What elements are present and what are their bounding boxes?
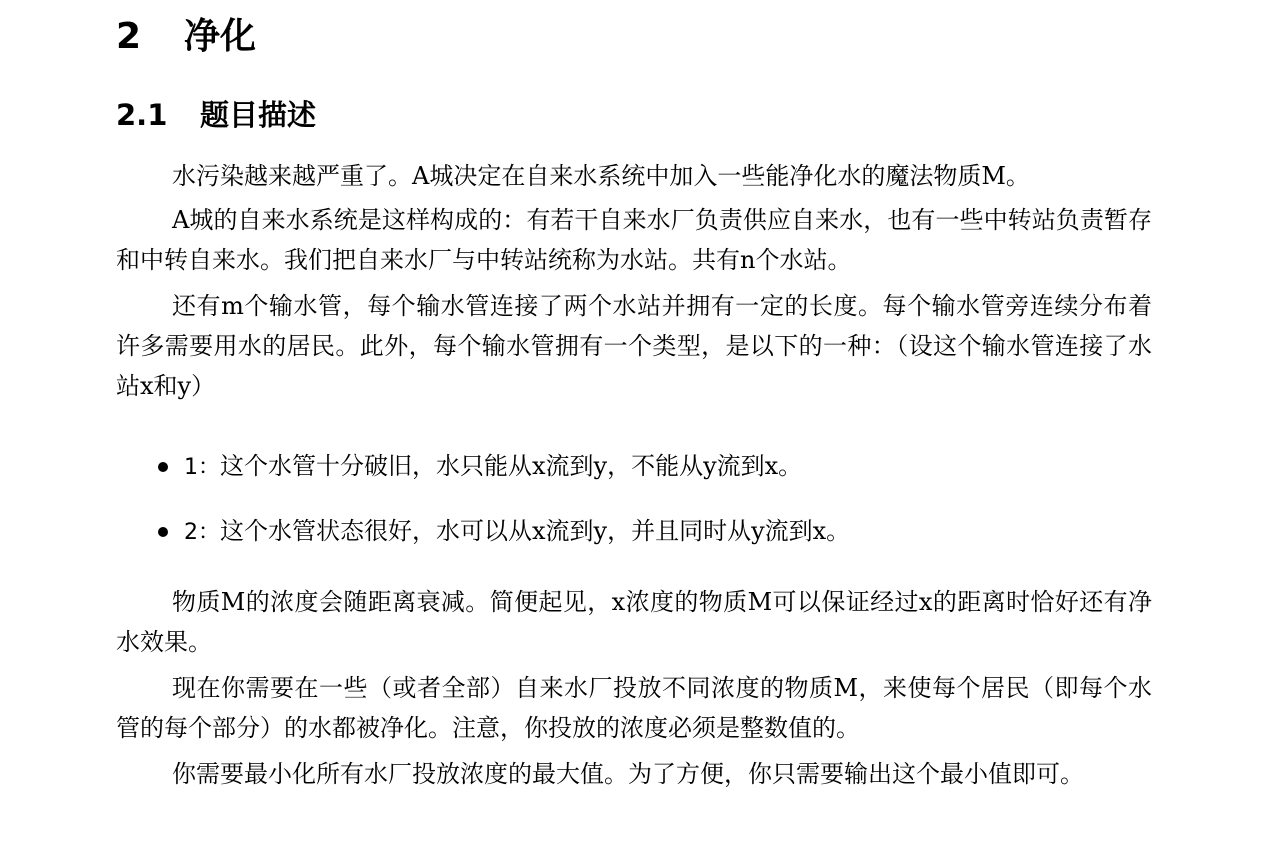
subsection-heading bbox=[116, 93, 316, 134]
list-item bbox=[116, 511, 1156, 551]
section-title: 净化 bbox=[184, 16, 257, 57]
list-item bbox=[116, 446, 1156, 486]
bullet-dot-icon bbox=[158, 462, 168, 472]
bullet-dot-icon bbox=[158, 527, 168, 537]
subsection-title: 题目描述 bbox=[200, 98, 317, 132]
section-heading bbox=[116, 8, 256, 59]
list-item-tag: 2： bbox=[184, 520, 220, 545]
paragraph-3: 还有m个输水管，每个输水管连接了两个水站并拥有一定的长度。每个输水管旁连续分布着许多需要用水的居民。此外，每个输水管拥有一个类型，是以下的一种：（设这个输水管连接了水站x和y） bbox=[116, 292, 1152, 400]
paragraph-2: A城的自来水系统是这样构成的：有若干自来水厂负责供应自来水，也有一些中转站负责暂存和中转自来水。我们把自来水厂与中转站统称为水站。共有n个水站。 bbox=[116, 206, 1152, 274]
list-item-tag: 1： bbox=[184, 455, 220, 480]
list-item-text: 这个水管状态很好，水可以从x流到y，并且同时从y流到x。 bbox=[220, 517, 851, 545]
paragraph-4: 物质M的浓度会随距离衰减。简便起见，x浓度的物质M可以保证经过x的距离时恰好还有净水效果。 bbox=[116, 588, 1152, 656]
section-number: 2 bbox=[116, 16, 142, 57]
paragraph-6: 你需要最小化所有水厂投放浓度的最大值。为了方便，你只需要输出这个最小值即可。 bbox=[172, 760, 1084, 788]
list-item-text: 这个水管十分破旧，水只能从x流到y，不能从y流到x。 bbox=[220, 452, 803, 480]
type-list bbox=[116, 446, 1156, 551]
paragraph-5: 现在你需要在一些（或者全部）自来水厂投放不同浓度的物质M，来使每个居民（即每个水管的每个部分）的水都被净化。注意，你投放的浓度必须是整数值的。 bbox=[116, 674, 1152, 742]
paragraph-1: 水污染越来越严重了。A城决定在自来水系统中加入一些能净化水的魔法物质M。 bbox=[172, 162, 1030, 190]
subsection-number: 2.1 bbox=[116, 98, 168, 132]
